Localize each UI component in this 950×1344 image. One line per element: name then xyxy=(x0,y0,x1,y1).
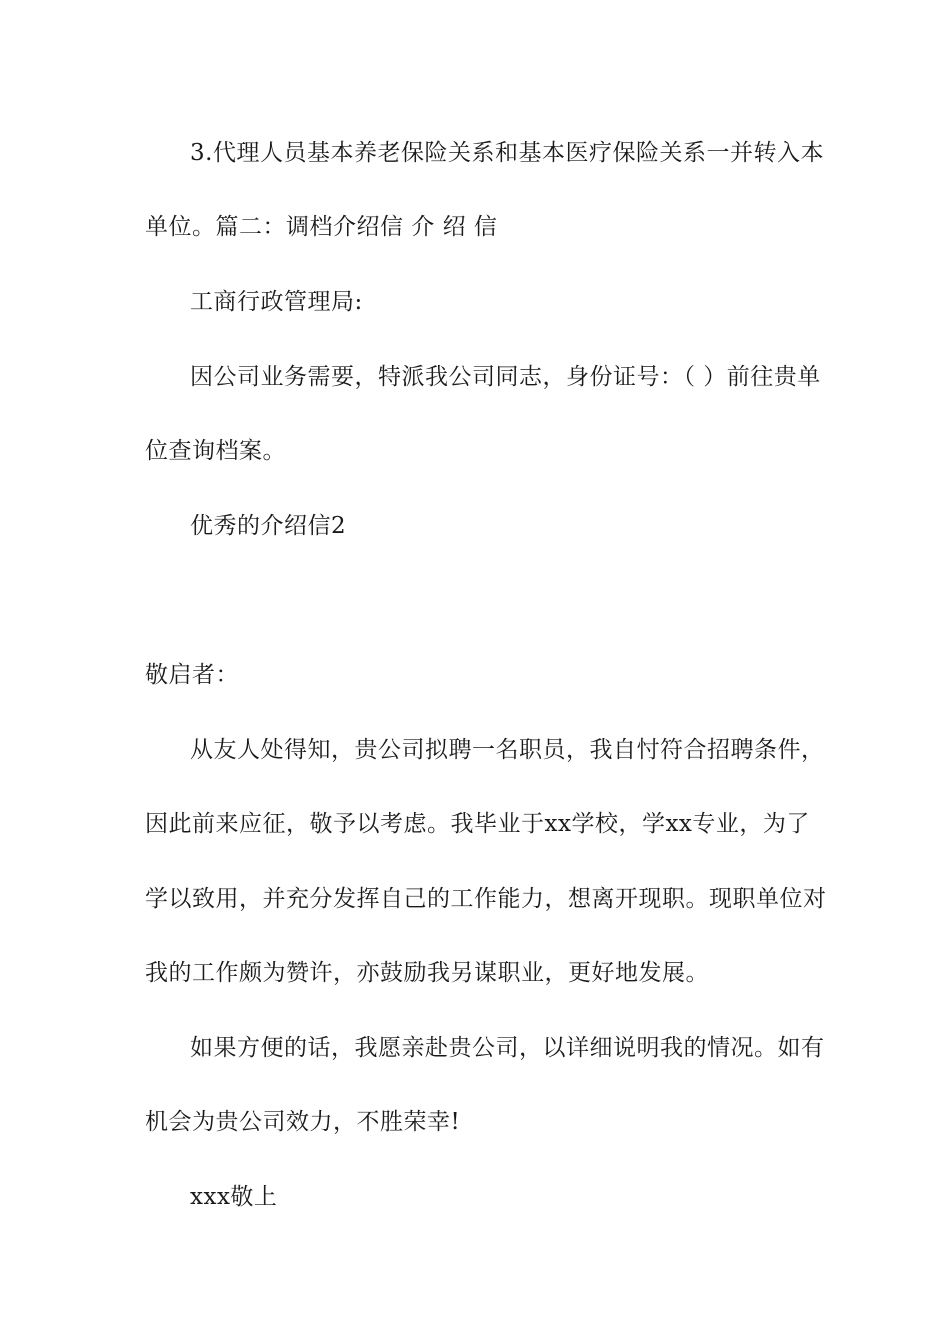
addressee-line: 工商行政管理局: xyxy=(190,289,363,315)
paragraph-line: 因此前来应征，敬予以考虑。我毕业于xx学校，学xx专业，为了 xyxy=(145,811,810,837)
paragraph-line: 因公司业务需要，特派我公司同志，身份证号：（ ）前往贵单 xyxy=(190,364,821,390)
paragraph-line: 从友人处得知，贵公司拟聘一名职员，我自忖符合招聘条件， xyxy=(190,737,825,763)
signature-line: xxx敬上 xyxy=(190,1184,278,1210)
section-heading: 优秀的介绍信2 xyxy=(190,513,347,539)
paragraph-line: 我的工作颇为赞许，亦鼓励我另谋职业，更好地发展。 xyxy=(145,960,709,986)
paragraph-line: 学以致用，并充分发挥自己的工作能力，想离开现职。现职单位对 xyxy=(145,886,827,912)
paragraph-line: 单位。篇二：调档介绍信 介 绍 信 xyxy=(145,214,498,240)
paragraph-line: 3.代理人员基本养老保险关系和基本医疗保险关系一并转入本 xyxy=(190,140,824,166)
paragraph-line: 位查询档案。 xyxy=(145,438,286,464)
paragraph-line: 如果方便的话，我愿亲赴贵公司，以详细说明我的情况。如有 xyxy=(190,1035,825,1061)
paragraph-line: 机会为贵公司效力，不胜荣幸! xyxy=(145,1109,461,1135)
salutation-line: 敬启者： xyxy=(145,662,239,688)
